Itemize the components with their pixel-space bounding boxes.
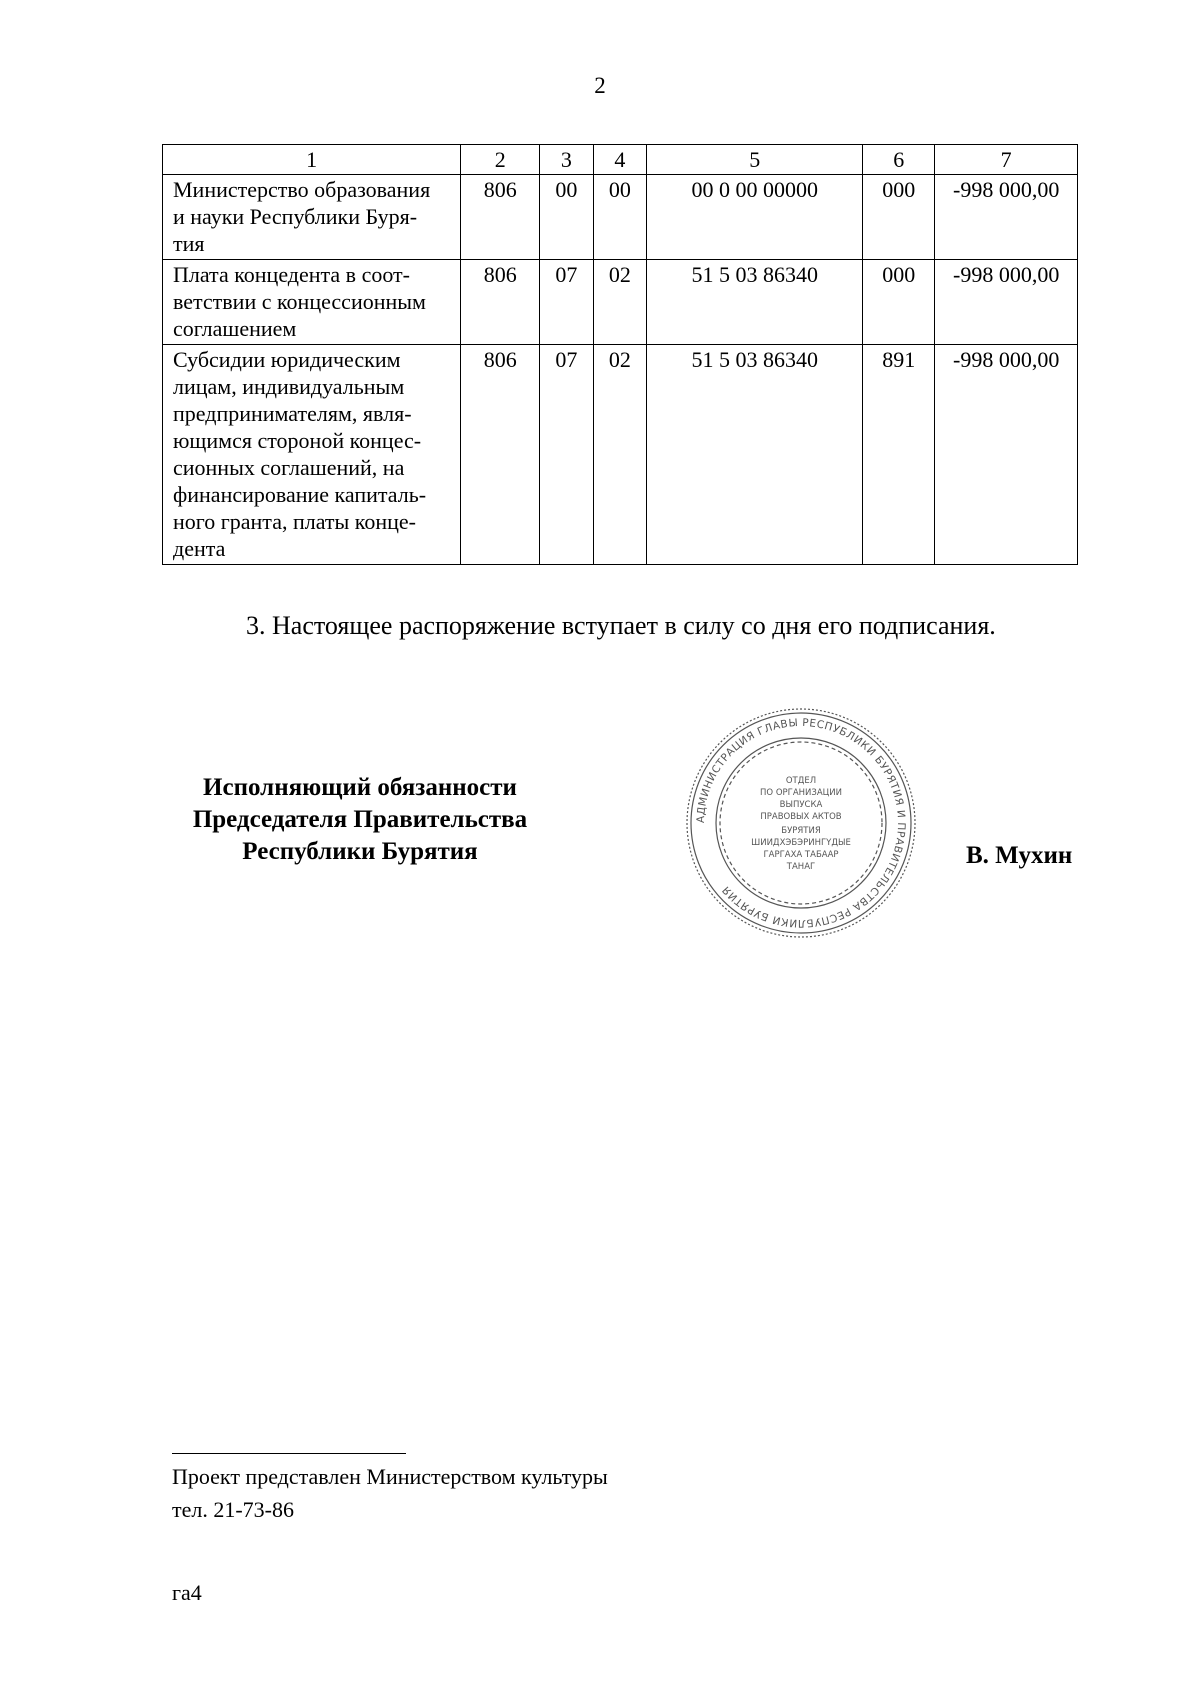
table-cell: 00 bbox=[593, 175, 647, 260]
signer-title-line: Исполняющий обязанности bbox=[203, 774, 517, 801]
table-cell: -998 000,00 bbox=[935, 260, 1078, 345]
row-name-line: и науки Республики Буря- bbox=[173, 204, 418, 229]
table-cell: 00 bbox=[540, 175, 594, 260]
row-name-line: ного гранта, платы конце- bbox=[173, 509, 417, 534]
stamp-center-line: ШИИДХЭБЭРИНГҮДЫЕ bbox=[751, 838, 851, 848]
header-cell: 3 bbox=[540, 145, 594, 175]
row-name-line: Министерство образования bbox=[173, 177, 431, 202]
row-name-line: Субсидии юридическим bbox=[173, 347, 401, 372]
row-name-line: дента bbox=[173, 536, 226, 561]
header-cell: 2 bbox=[461, 145, 540, 175]
row-name-line: предпринимателям, явля- bbox=[173, 401, 412, 426]
table-row bbox=[163, 175, 1078, 260]
budget-table bbox=[162, 144, 1078, 565]
row-name-line: лицам, индивидуальным bbox=[173, 374, 405, 399]
official-stamp bbox=[683, 705, 919, 941]
row-name-cell bbox=[163, 175, 461, 260]
row-name-line: ющимся стороной концес- bbox=[173, 428, 422, 453]
table-cell: 806 bbox=[461, 175, 540, 260]
stamp-center-line: ПО ОРГАНИЗАЦИИ bbox=[760, 788, 842, 798]
row-name-cell bbox=[163, 260, 461, 345]
footnote-phone: тел. 21-73-86 bbox=[172, 1497, 295, 1522]
row-name-line: тия bbox=[173, 231, 205, 256]
table-row bbox=[163, 260, 1078, 345]
table-cell: 000 bbox=[863, 260, 935, 345]
header-cell: 1 bbox=[163, 145, 461, 175]
table-row bbox=[163, 345, 1078, 565]
table-cell: -998 000,00 bbox=[935, 345, 1078, 565]
row-name-cell bbox=[163, 345, 461, 565]
signer-title-line: Председателя Правительства bbox=[192, 806, 528, 833]
table-cell: -998 000,00 bbox=[935, 175, 1078, 260]
signer-title-line: Республики Бурятия bbox=[242, 838, 478, 865]
header-cell: 4 bbox=[593, 145, 647, 175]
svg-text:АДМИНИСТРАЦИЯ ГЛАВЫ РЕСПУБЛИКИ bbox=[695, 717, 907, 929]
table-cell: 000 bbox=[863, 175, 935, 260]
clause-3-text: 3. Настоящее распоряжение вступает в силу со дня его подписания. bbox=[246, 611, 996, 640]
table-cell: 02 bbox=[593, 260, 647, 345]
page-number: 2 bbox=[594, 73, 606, 98]
row-name-line: соглашением bbox=[173, 316, 297, 341]
table-cell: 07 bbox=[540, 345, 594, 565]
stamp-center-line: БУРЯТИЯ bbox=[781, 826, 821, 836]
row-name-line: финансирование капиталь- bbox=[173, 482, 427, 507]
stamp-center-line: ГАРГАХА ТАБААР bbox=[763, 850, 839, 860]
stamp-center-line: ТАНАГ bbox=[786, 862, 816, 872]
header-cell: 5 bbox=[647, 145, 863, 175]
stamp-center-line: ОТДЕЛ bbox=[785, 776, 817, 786]
footnote-divider bbox=[172, 1453, 406, 1454]
header-cell: 6 bbox=[863, 145, 935, 175]
signer-name: В. Мухин bbox=[966, 842, 1073, 869]
row-name-line: Плата концедента в соот- bbox=[173, 262, 410, 287]
header-cell: 7 bbox=[935, 145, 1078, 175]
table-cell: 806 bbox=[461, 260, 540, 345]
table-cell: 07 bbox=[540, 260, 594, 345]
table-cell: 02 bbox=[593, 345, 647, 565]
stamp-center-line: ПРАВОВЫХ АКТОВ bbox=[760, 812, 842, 822]
table-cell: 891 bbox=[863, 345, 935, 565]
table-cell: 51 5 03 86340 bbox=[647, 260, 863, 345]
footnote bbox=[172, 1460, 608, 1526]
stamp-center-line: ВЫПУСКА bbox=[779, 800, 823, 810]
document-code: га4 bbox=[172, 1580, 202, 1605]
table-header-row bbox=[163, 145, 1078, 175]
row-name-line: ветствии с концессионным bbox=[173, 289, 426, 314]
footnote-prepared-by: Проект представлен Министерством культуры bbox=[172, 1464, 608, 1489]
stamp-outer-text: АДМИНИСТРАЦИЯ ГЛАВЫ РЕСПУБЛИКИ БУРЯТИЯ И ПРАВИТЕЛЬСТВА РЕСПУБЛИКИ БУРЯТИЯ bbox=[694, 716, 908, 930]
signer-title bbox=[150, 772, 570, 868]
table-cell: 00 0 00 00000 bbox=[647, 175, 863, 260]
table-cell: 51 5 03 86340 bbox=[647, 345, 863, 565]
row-name-line: сионных соглашений, на bbox=[173, 455, 405, 480]
table-cell: 806 bbox=[461, 345, 540, 565]
